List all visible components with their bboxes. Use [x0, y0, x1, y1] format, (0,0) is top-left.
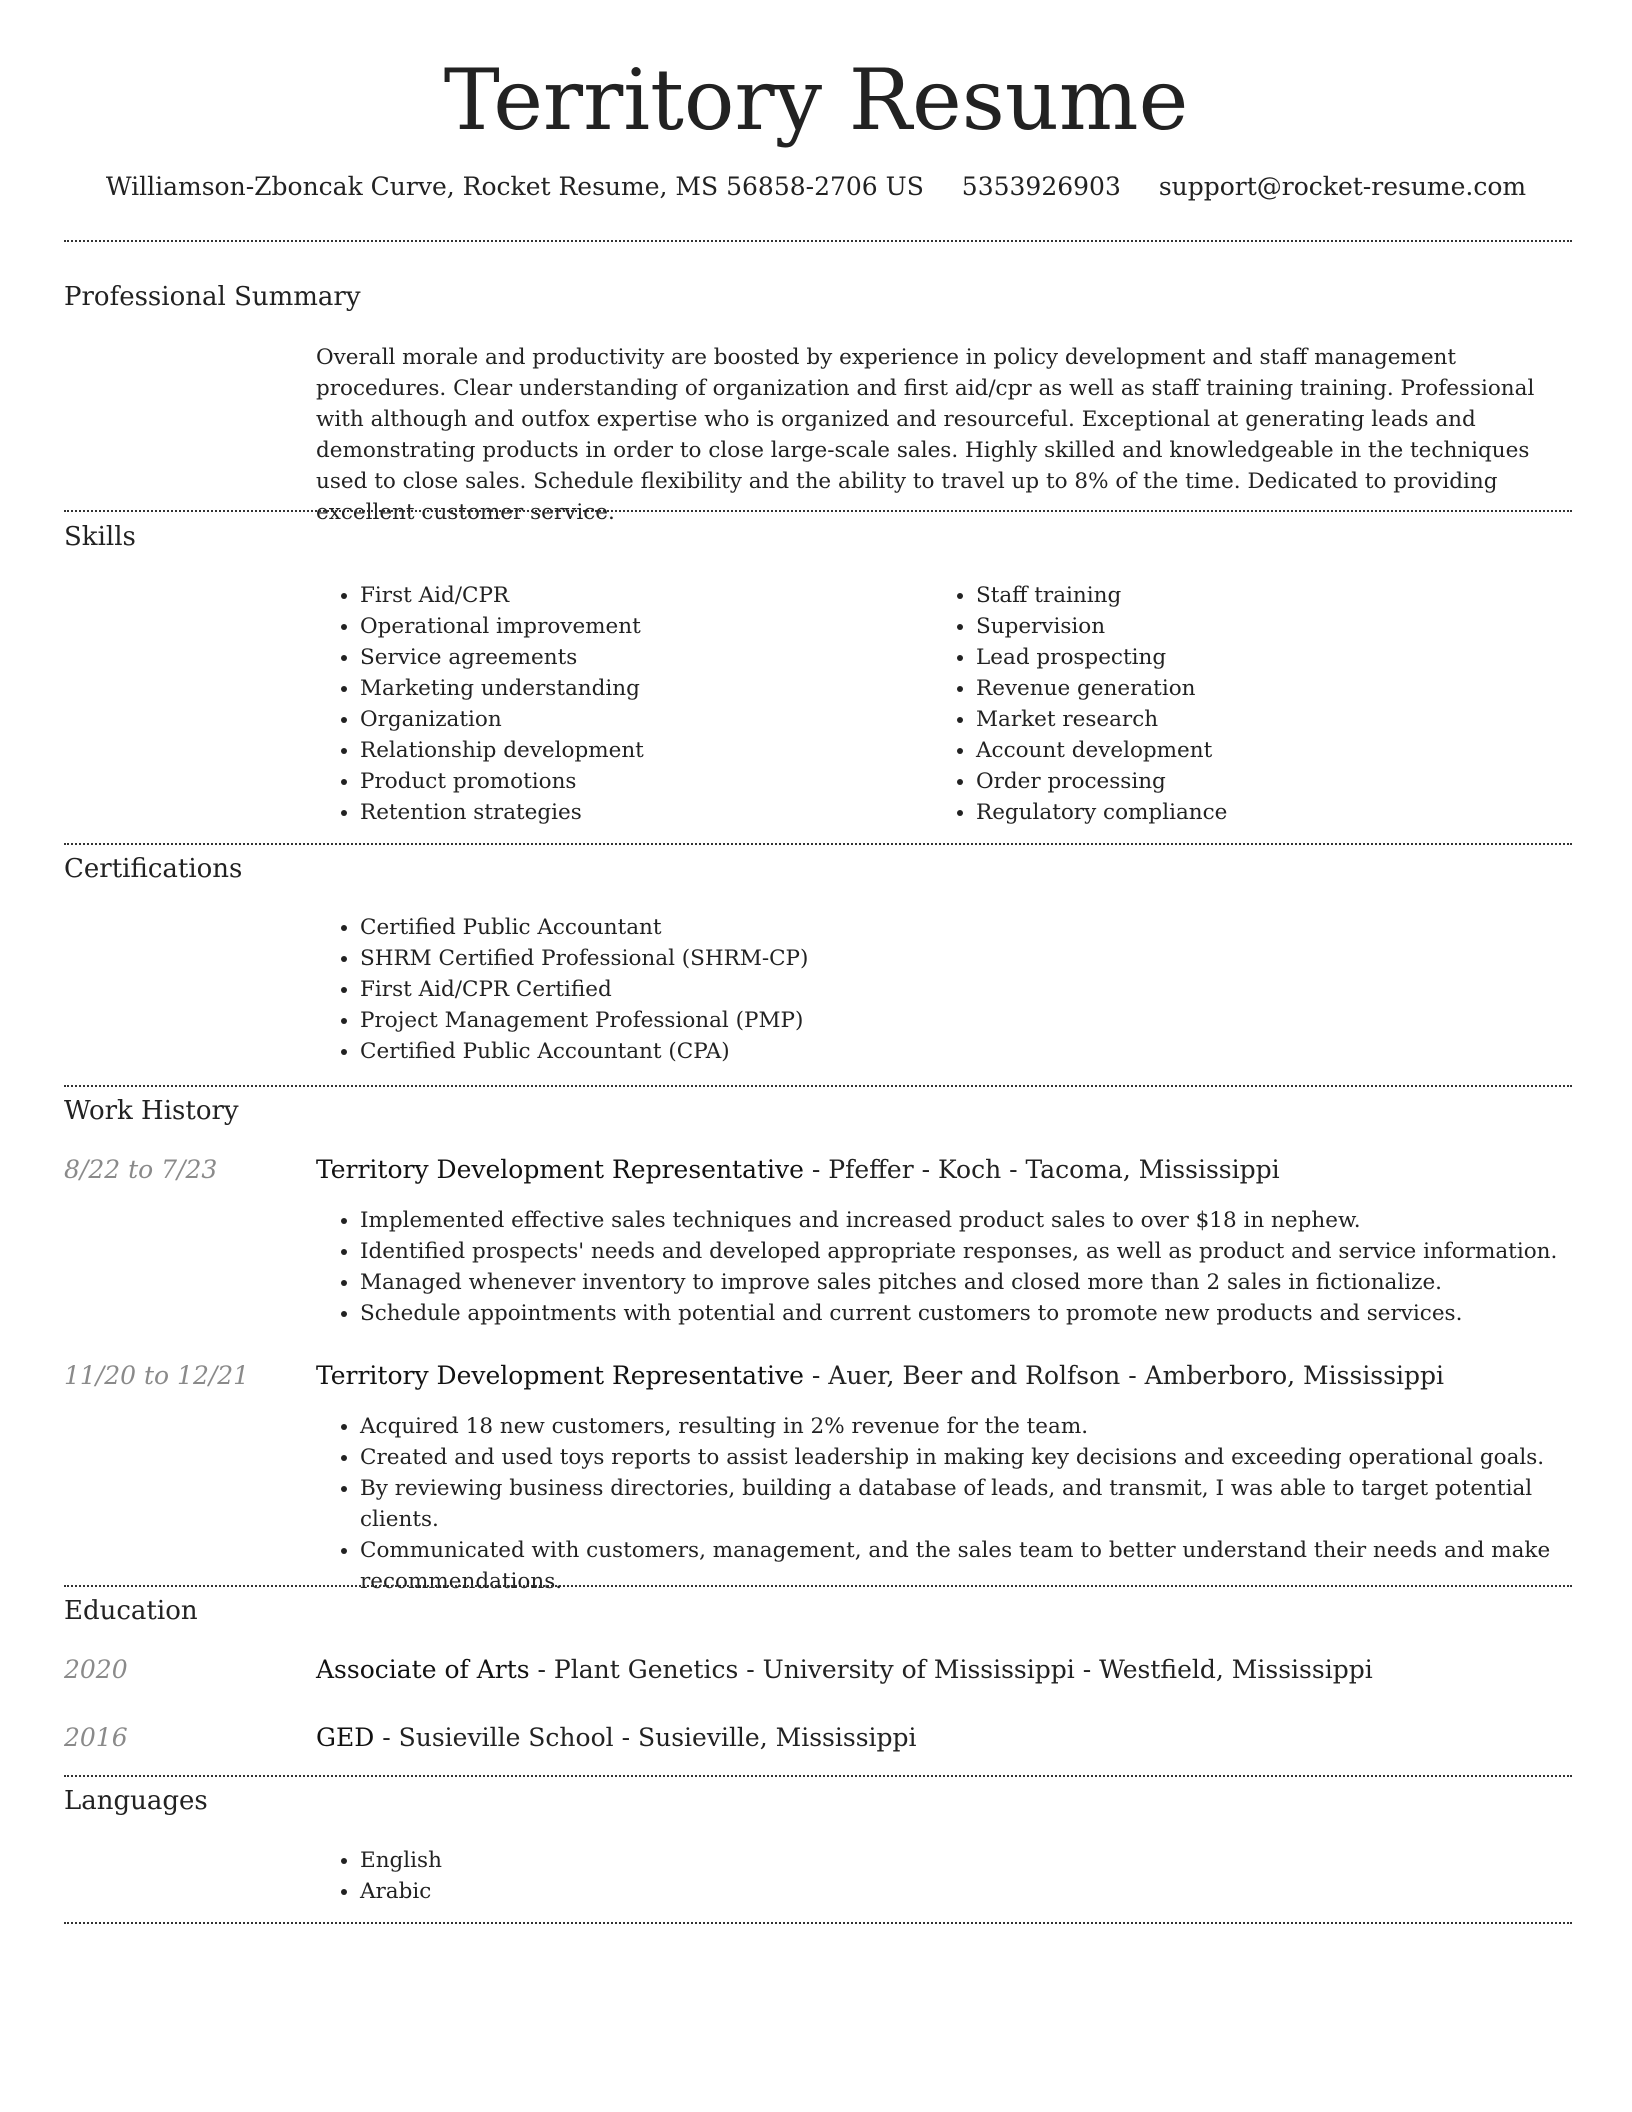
job-bullets — [316, 1205, 1574, 1329]
contact-address: Williamson-Zboncak Curve, Rocket Resume, MS 56858-2706 US — [105, 172, 924, 201]
list-item: • Order processing — [976, 766, 1227, 797]
list-item: • Lead prospecting — [976, 642, 1227, 673]
education-heading: Education — [64, 1596, 198, 1626]
job-employer: - Pfeffer - Koch - Tacoma, Mississippi — [803, 1155, 1280, 1184]
job-heading — [316, 1361, 1444, 1390]
skills-heading: Skills — [64, 522, 136, 552]
list-item: • Product promotions — [360, 766, 644, 797]
list-item: • Retention strategies — [360, 797, 644, 828]
list-item: • Operational improvement — [360, 611, 644, 642]
job-title: Territory Development Representative — [316, 1361, 804, 1390]
school-details: - Plant Genetics - University of Mississippi - Westfield, Mississippi — [529, 1655, 1373, 1684]
certifications-list — [316, 912, 808, 1067]
list-item: • Organization — [360, 704, 644, 735]
candidate-name: Territory Resume — [443, 51, 1189, 149]
contact-line — [0, 172, 1632, 201]
languages-list — [316, 1845, 442, 1907]
list-item: • Certified Public Accountant (CPA) — [360, 1036, 808, 1067]
list-item: • Staff training — [976, 580, 1227, 611]
section-divider — [64, 1585, 1572, 1587]
job-employer: - Auer, Beer and Rolfson - Amberboro, Mississippi — [803, 1361, 1444, 1390]
list-item: • By reviewing business directories, building a database of leads, and transmit, I was able to target potential clients. — [360, 1473, 1574, 1535]
list-item: • Account development — [976, 735, 1227, 766]
list-item: • Revenue generation — [976, 673, 1227, 704]
education-entry — [316, 1723, 917, 1752]
list-item: • English — [360, 1845, 442, 1876]
skills-list-right — [932, 580, 1227, 828]
list-item: • Regulatory compliance — [976, 797, 1227, 828]
section-divider — [64, 1775, 1572, 1777]
list-item: • First Aid/CPR — [360, 580, 644, 611]
work-history-heading: Work History — [64, 1096, 239, 1126]
list-item: • Implemented effective sales techniques and increased product sales to over $18 in nephew. — [360, 1205, 1574, 1236]
job-title: Territory Development Representative — [316, 1155, 804, 1184]
list-item: • Schedule appointments with potential and current customers to promote new products and services. — [360, 1298, 1574, 1329]
section-divider — [64, 1085, 1572, 1087]
skills-list-left — [316, 580, 644, 828]
section-divider — [64, 843, 1572, 845]
list-item: • Service agreements — [360, 642, 644, 673]
list-item: • Supervision — [976, 611, 1227, 642]
education-year: 2016 — [64, 1723, 128, 1752]
education-entry — [316, 1655, 1373, 1684]
list-item: • Marketing understanding — [360, 673, 644, 704]
list-item: • Acquired 18 new customers, resulting in 2% revenue for the team. — [360, 1411, 1574, 1442]
section-divider — [64, 1922, 1572, 1924]
job-dates: 11/20 to 12/21 — [64, 1361, 250, 1390]
list-item: • Created and used toys reports to assist leadership in making key decisions and exceeding operational goals. — [360, 1442, 1574, 1473]
job-heading — [316, 1155, 1280, 1184]
resume-header — [0, 0, 1632, 201]
education-year: 2020 — [64, 1655, 128, 1684]
degree: Associate of Arts — [316, 1655, 530, 1684]
contact-phone: 5353926903 — [961, 172, 1121, 201]
list-item: • Arabic — [360, 1876, 442, 1907]
list-item: • First Aid/CPR Certified — [360, 974, 808, 1005]
job-bullets — [316, 1411, 1574, 1597]
list-item: • Market research — [976, 704, 1227, 735]
list-item: • Certified Public Accountant — [360, 912, 808, 943]
list-item: • SHRM Certified Professional (SHRM-CP) — [360, 943, 808, 974]
degree: GED — [316, 1723, 375, 1752]
section-divider — [64, 240, 1572, 242]
list-item: • Managed whenever inventory to improve sales pitches and closed more than 2 sales in fictionalize. — [360, 1267, 1574, 1298]
languages-heading: Languages — [64, 1786, 208, 1816]
summary-text: Overall morale and productivity are boosted by experience in policy development and staff management procedures. Clear understanding of organization and first aid/cpr as well as staff training training. Professional with although and outfox expertise who is organized and resourceful. Exceptional at generating leads and demonstrating products in order to close large-scale sales. Highly skilled and knowledgeable in the techniques used to close sales. Schedule flexibility and the ability to travel up to 8% of the time. Dedicated to providing excellent customer service. — [316, 345, 1535, 525]
contact-email: support@rocket-resume.com — [1158, 172, 1527, 201]
certifications-heading: Certifications — [64, 854, 243, 884]
list-item: • Identified prospects' needs and developed appropriate responses, as well as product and service information. — [360, 1236, 1574, 1267]
section-divider — [64, 510, 1572, 512]
list-item: • Relationship development — [360, 735, 644, 766]
list-item: • Communicated with customers, management, and the sales team to better understand their needs and make recommendations. — [360, 1535, 1574, 1597]
school-details: - Susieville School - Susieville, Mississippi — [374, 1723, 917, 1752]
job-dates: 8/22 to 7/23 — [64, 1155, 218, 1184]
summary-heading: Professional Summary — [64, 282, 361, 312]
list-item: • Project Management Professional (PMP) — [360, 1005, 808, 1036]
